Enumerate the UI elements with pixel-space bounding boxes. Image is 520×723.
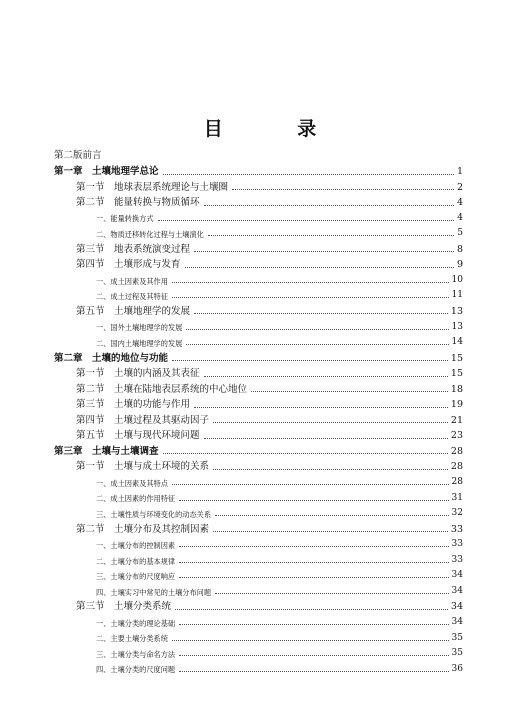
toc-sub-entry[interactable] — [96, 649, 463, 658]
toc-entry-title: 二、土壤分布的基本规律 — [96, 556, 176, 566]
dot-leader — [213, 468, 448, 470]
toc-sub-entry[interactable] — [96, 509, 463, 518]
dot-leader — [172, 359, 448, 361]
toc-page-number: 36 — [451, 663, 463, 674]
toc-sub-entry[interactable] — [96, 665, 463, 674]
toc-sub-entry[interactable] — [96, 323, 463, 332]
toc-entry-title: 一、国外土壤地理学的发展 — [96, 323, 183, 333]
toc-page-number: 18 — [450, 383, 463, 395]
toc-entry-title: 第二节 能量转换与物质循环 — [76, 197, 200, 209]
toc-section-entry[interactable] — [76, 400, 463, 410]
toc-page-number: 33 — [451, 539, 463, 550]
toc-page-number: 13 — [451, 321, 463, 332]
dot-leader — [172, 281, 449, 283]
dot-leader — [172, 483, 449, 485]
toc-page-number: 5 — [457, 228, 463, 239]
toc-page-number: 15 — [450, 352, 463, 364]
toc-entry-title: 四、土壤分类的尺度问题 — [96, 665, 176, 675]
toc-sub-entry[interactable] — [96, 276, 463, 285]
dot-leader — [179, 654, 448, 656]
toc-page-number: 33 — [450, 523, 463, 535]
toc-entry-title: 第一章 土壤地理学总论 — [54, 166, 159, 177]
toc-page-number: 28 — [450, 445, 463, 457]
dot-leader — [204, 204, 454, 206]
toc-page-number: 34 — [450, 601, 463, 613]
dot-leader — [179, 670, 448, 672]
toc-entry-title: 第一节 地球表层系统理论与土壤圈 — [76, 181, 229, 193]
dot-leader — [179, 576, 448, 578]
toc-entry-title: 二、国内土壤地理学的发展 — [96, 338, 183, 348]
toc-section-entry[interactable] — [76, 307, 463, 317]
preface-entry[interactable] — [54, 151, 102, 161]
toc-entry-title: 二、成土过程及其特征 — [96, 292, 168, 302]
dot-leader — [163, 173, 454, 175]
page-title: 目 录 — [203, 118, 351, 140]
toc-page-number: 28 — [450, 461, 463, 473]
toc-entry-title: 第四节 土壤形成与发育 — [76, 259, 181, 271]
dot-leader — [194, 406, 448, 408]
toc-entry-title: 第一节 土壤与成土环境的关系 — [76, 461, 210, 473]
toc-sub-entry[interactable] — [96, 291, 463, 300]
toc-entry-title: 第二节 土壤在陆地表层系统的中心地位 — [76, 383, 248, 395]
toc-sub-entry[interactable] — [96, 229, 463, 238]
toc-section-entry[interactable] — [76, 462, 463, 472]
dot-leader — [213, 530, 448, 532]
dot-leader — [179, 623, 448, 625]
dot-leader — [215, 592, 449, 594]
toc-page-number: 34 — [451, 570, 463, 581]
toc-sub-entry[interactable] — [96, 494, 463, 503]
toc-entry-title: 第二节 土壤分布及其控制因素 — [76, 523, 210, 535]
toc-section-entry[interactable] — [76, 385, 463, 395]
toc-sub-entry[interactable] — [96, 338, 463, 347]
toc-entry-title: 第五节 土壤与现代环境问题 — [76, 430, 200, 442]
toc-entry-title: 一、成土因素及其作用 — [96, 276, 168, 286]
toc-section-entry[interactable] — [76, 525, 463, 535]
toc-section-entry[interactable] — [76, 602, 463, 612]
toc-section-entry[interactable] — [76, 245, 463, 255]
dot-leader — [179, 545, 448, 547]
toc-entry-title: 第五节 土壤地理学的发展 — [76, 305, 191, 317]
toc-chapter-entry[interactable] — [54, 354, 463, 364]
dot-leader — [208, 234, 454, 236]
dot-leader — [204, 437, 448, 439]
toc-sub-entry[interactable] — [96, 587, 463, 596]
toc-sub-entry[interactable] — [96, 634, 463, 643]
toc-chapter-entry[interactable] — [54, 447, 463, 457]
dot-leader — [175, 608, 448, 610]
toc-entry-title: 二、主要土壤分类系统 — [96, 634, 168, 644]
toc-page-number: 35 — [451, 648, 463, 659]
dot-leader — [158, 219, 455, 221]
toc-entry-title: 第三章 土壤与土壤调查 — [54, 445, 159, 457]
dot-leader — [186, 328, 448, 330]
dot-leader — [179, 561, 448, 563]
toc-section-entry[interactable] — [76, 431, 463, 441]
toc-page-number: 32 — [451, 508, 463, 519]
toc-page-number: 14 — [451, 337, 463, 348]
dot-leader — [194, 312, 448, 314]
toc-section-entry[interactable] — [76, 416, 463, 426]
toc-entry-title: 二、物质迁移转化过程与土壤演化 — [96, 229, 204, 239]
toc-entry-title: 三、土壤性质与环境变化的动态关系 — [96, 509, 212, 519]
toc-page-number: 4 — [456, 197, 463, 209]
toc-page-number: 31 — [451, 492, 463, 503]
preface-label: 第二版前言 — [54, 150, 102, 161]
toc-entry-title: 第三节 地表系统演变过程 — [76, 243, 191, 255]
dot-leader — [163, 452, 448, 454]
toc-section-entry[interactable] — [76, 369, 463, 379]
dot-leader — [251, 390, 448, 392]
toc-entry-title: 二、成土因素的作用特征 — [96, 494, 176, 504]
toc-entry-title: 四、土壤实习中常见的土壤分布问题 — [96, 587, 212, 597]
toc-entry-title: 一、能量转换方式 — [96, 214, 154, 224]
toc-sub-entry[interactable] — [96, 571, 463, 580]
toc-page-number: 35 — [451, 632, 463, 643]
toc-sub-entry[interactable] — [96, 478, 463, 487]
toc-entry-title: 第三节 土壤分类系统 — [76, 601, 172, 613]
dot-leader — [232, 188, 454, 190]
toc-entry-title: 第三节 土壤的功能与作用 — [76, 399, 191, 411]
toc-entry-title: 一、土壤分类的理论基础 — [96, 618, 176, 628]
toc-sub-entry[interactable] — [96, 214, 463, 223]
toc-page-number: 21 — [450, 414, 463, 426]
toc-sub-entry[interactable] — [96, 556, 463, 565]
dot-leader — [179, 499, 448, 501]
toc-page-number: 23 — [450, 430, 463, 442]
toc-page-number: 28 — [451, 477, 463, 487]
dot-leader — [204, 375, 448, 377]
toc-entry-title: 第二章 土壤的地位与功能 — [54, 352, 169, 364]
toc-page-number: 8 — [456, 243, 463, 255]
toc-page-number: 4 — [457, 212, 463, 223]
toc-entry-title: 第四节 土壤过程及其驱动因子 — [76, 414, 210, 426]
toc-section-entry[interactable] — [76, 260, 463, 270]
toc-entry-title: 三、土壤分类与命名方法 — [96, 649, 176, 659]
toc-page-number: 1 — [456, 166, 463, 177]
toc-page-number: 13 — [450, 305, 463, 317]
dot-leader — [194, 250, 454, 252]
toc-sub-entry[interactable] — [96, 618, 463, 627]
dot-leader — [186, 343, 448, 345]
dot-leader — [172, 296, 449, 298]
dot-leader — [215, 514, 449, 516]
toc-page-number: 19 — [450, 399, 463, 411]
toc-entry-title: 三、土壤分布的尺度响应 — [96, 572, 176, 582]
toc-section-entry[interactable] — [76, 183, 463, 193]
toc-page-number: 2 — [456, 181, 463, 193]
dot-leader — [213, 421, 448, 423]
toc-chapter-entry[interactable] — [54, 167, 463, 177]
toc-page-number: 34 — [451, 585, 463, 596]
toc-page-number: 15 — [450, 368, 463, 380]
toc-entry-title: 一、成土因素及其特点 — [96, 478, 168, 488]
toc-sub-entry[interactable] — [96, 540, 463, 549]
toc-section-entry[interactable] — [76, 198, 463, 208]
toc-page-number: 9 — [456, 259, 463, 271]
toc-entry-title: 第一节 土壤的内涵及其表征 — [76, 368, 200, 380]
toc-page-number: 34 — [451, 616, 463, 627]
toc-entry-title: 一、土壤分布的控制因素 — [96, 540, 176, 550]
dot-leader — [185, 266, 454, 268]
toc-page-number: 11 — [451, 290, 463, 301]
toc-page-number: 33 — [451, 554, 463, 565]
toc-page-number: 10 — [451, 274, 463, 285]
dot-leader — [172, 639, 449, 641]
